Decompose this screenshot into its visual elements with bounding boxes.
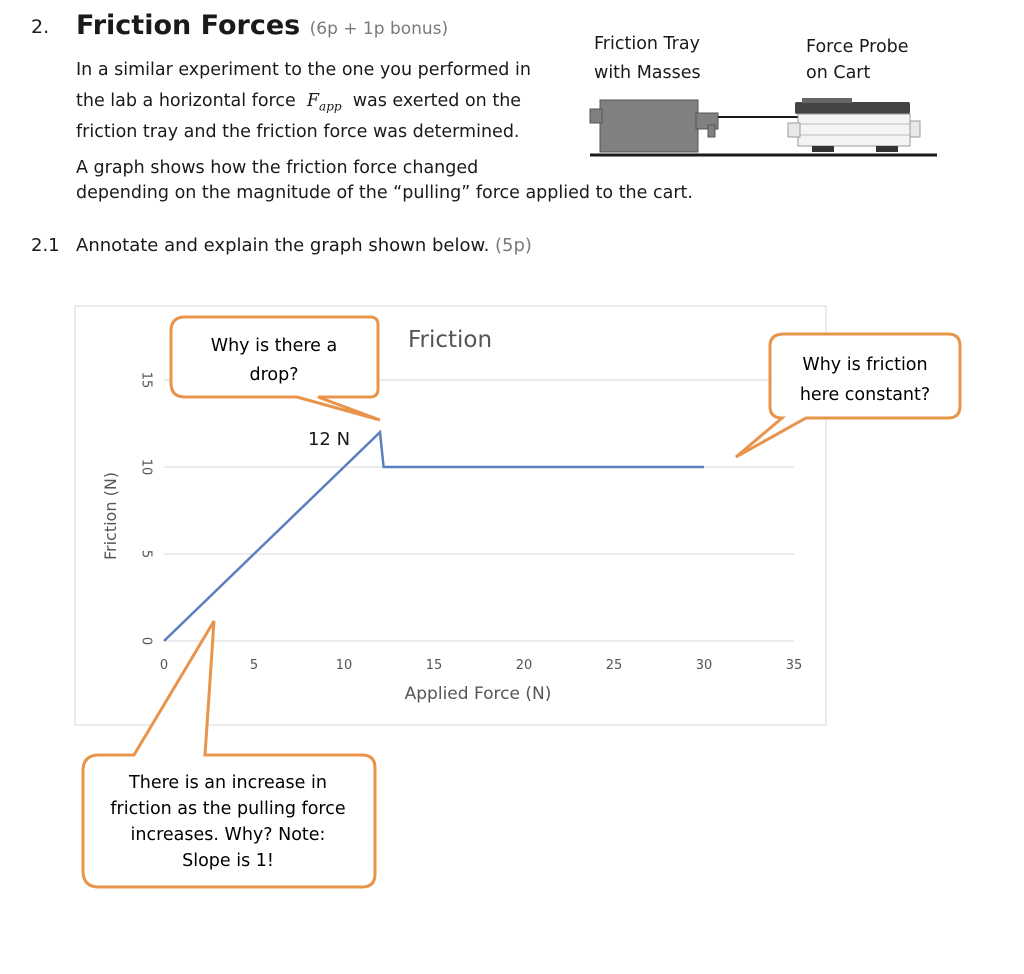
x-tick-label: 0: [159, 658, 169, 673]
intro-line-2a: the lab a horizontal force: [76, 91, 296, 111]
tray-label-2: with Masses: [594, 63, 701, 83]
x-tick-label: 15: [425, 658, 443, 673]
x-tick-label: 20: [515, 658, 533, 673]
subquestion-number: 2.1: [31, 235, 60, 256]
probe-label-2: on Cart: [806, 63, 871, 83]
x-tick-label: 30: [695, 658, 713, 673]
x-tick-label: 35: [785, 658, 803, 673]
callout-constant-line-2: here constant?: [799, 385, 931, 405]
title-text: Friction Forces: [76, 10, 301, 41]
callout-drop-line-1: Why is there a: [210, 336, 338, 356]
peak-label: 12 N: [307, 429, 351, 450]
subquestion-points: (5p): [495, 235, 532, 256]
callout-drop-line-2: drop?: [249, 365, 299, 385]
force-letter: F: [306, 91, 320, 111]
intro-line-2b: was exerted on the: [352, 91, 522, 111]
x-tick-label: 10: [335, 658, 353, 673]
subquestion-text: Annotate and explain the graph shown below.: [76, 235, 490, 256]
y-tick-label: 5: [138, 549, 154, 559]
x-tick-label: 5: [249, 658, 259, 673]
tray-label-1: Friction Tray: [594, 34, 700, 54]
y-tick-label: 0: [138, 636, 154, 646]
intro-line-1: In a similar experiment to the one you performed in: [76, 60, 531, 80]
graph-intro-line-2: depending on the magnitude of the “pulling” force applied to the cart.: [76, 183, 693, 203]
chart-title: Friction: [407, 327, 493, 353]
question-number: 2.: [31, 16, 50, 38]
question-points: (6p + 1p bonus): [309, 19, 449, 39]
callout-constant-line-1: Why is friction: [802, 355, 928, 375]
probe-label-1: Force Probe: [806, 37, 909, 57]
graph-intro-line-1: A graph shows how the friction force changed: [76, 158, 479, 178]
callout-increase-line-2: friction as the pulling force: [110, 799, 346, 819]
y-tick-label: 15: [138, 371, 154, 389]
intro-line-3: friction tray and the friction force was determined.: [76, 122, 520, 142]
callout-increase-line-1: There is an increase in: [129, 773, 327, 793]
callout-increase-line-4: Slope is 1!: [182, 851, 274, 871]
y-axis-label: Friction (N): [101, 471, 120, 561]
x-axis-label: Applied Force (N): [404, 684, 552, 704]
y-tick-label: 10: [138, 458, 154, 476]
x-tick-label: 25: [605, 658, 623, 673]
force-subscript: app: [319, 99, 342, 114]
callout-increase-line-3: increases. Why? Note:: [130, 825, 326, 845]
